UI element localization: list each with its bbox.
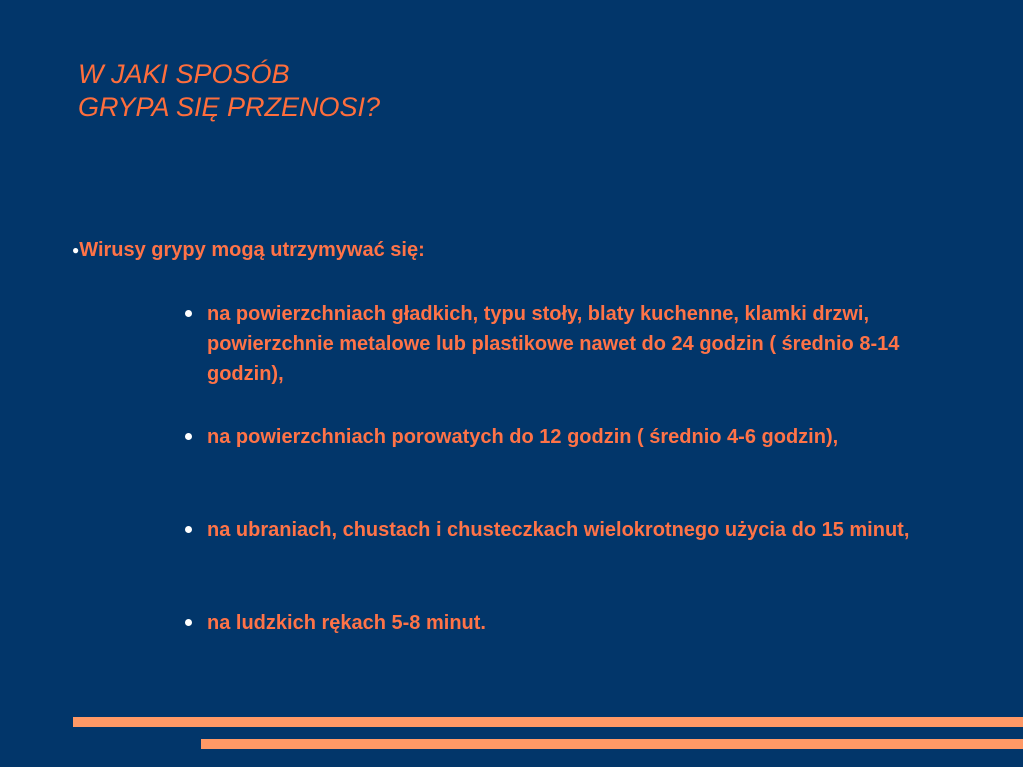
bullet-icon <box>185 433 192 440</box>
bullet-icon <box>185 619 192 626</box>
bullet-icon <box>185 310 192 317</box>
slide-title-line-2: GRYPA SIĘ PRZENOSI? <box>78 92 381 122</box>
bullet-icon: ● <box>72 243 80 257</box>
list-item-text: na powierzchniach gładkich, typu stoły, blaty kuchenne, klamki drzwi, powierzchnie metalowe lub plastikowe nawet do 24 godzin ( średnio 8-14 godzin), <box>207 303 900 385</box>
list-item-text: na powierzchniach porowatych do 12 godzin ( średnio 4-6 godzin), <box>207 426 839 448</box>
slide-title-line-1: W JAKI SPOSÓB <box>78 59 290 89</box>
list-item <box>185 515 970 545</box>
list-item <box>185 422 970 452</box>
list-item <box>185 299 970 389</box>
bullet-icon <box>185 526 192 533</box>
decorative-stripe-top <box>73 717 1023 727</box>
decorative-stripe-bottom <box>201 739 1023 749</box>
list-item <box>185 608 970 638</box>
list-item-text: na ludzkich rękach 5-8 minut. <box>207 612 486 634</box>
list-item-text: na ubraniach, chustach i chusteczkach wielokrotnego użycia do 15 minut, <box>207 519 910 541</box>
lead-text: Wirusy grypy mogą utrzymywać się: <box>79 239 425 261</box>
lead-bullet-item <box>72 237 425 263</box>
slide-title <box>78 58 380 124</box>
